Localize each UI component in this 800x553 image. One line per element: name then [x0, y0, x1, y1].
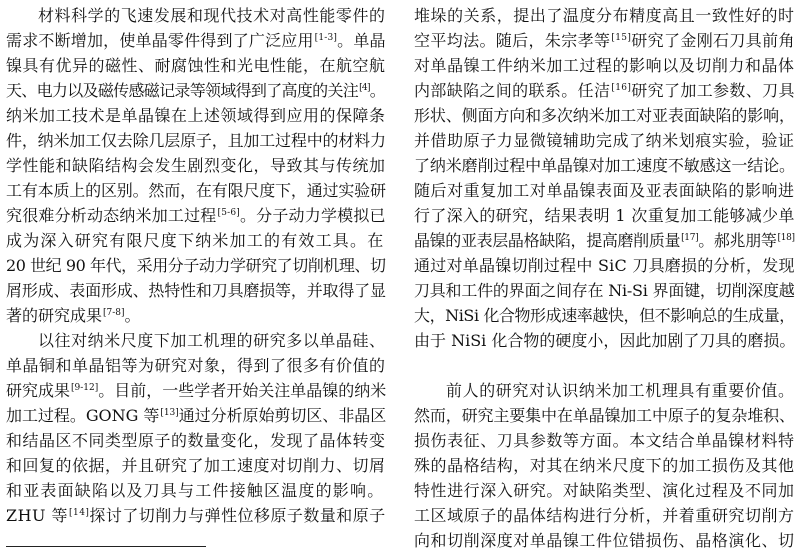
line-text: 学性能和缺陷结构会发生剧烈变化，导致其与传统加 — [6, 156, 386, 175]
line-text: ZHU 等 — [6, 506, 68, 525]
line-text: 需求不断增加，使单晶零件得到了广泛应用 — [6, 31, 314, 50]
text-line — [6, 128, 386, 153]
text-line — [414, 528, 795, 553]
line-text: 通过对单晶镍切削过程中 SiC 刀具磨损的分析，发现 — [414, 256, 795, 275]
line-text-tail: 。 — [124, 306, 141, 325]
line-text: 天、电力以及磁传感磁记录等领域得到了高度的关注 — [6, 81, 359, 100]
line-text: 成为深入研究有限尺度下纳米加工的有效工具。在 — [6, 231, 385, 250]
text-line — [38, 328, 386, 353]
text-line — [6, 28, 386, 53]
line-text: 和结晶区不同类型原子的数量变化，发现了晶体转变 — [6, 431, 386, 450]
line-text: 加工过程。GONG 等 — [6, 406, 160, 425]
line-text: 随后对重复加工对单晶镍表面及亚表面缺陷的影响进 — [414, 181, 795, 200]
line-text: 特性进行深入研究。对缺陷类型、演化过程及不同加 — [414, 481, 795, 500]
line-text: 屑形成、表面形成、热特性和刀具磨损等，并取得了显 — [6, 281, 386, 300]
line-text: 对单晶镍工件纳米加工过程的影响以及切削力和晶体 — [414, 56, 795, 75]
text-line — [414, 53, 795, 78]
text-line — [414, 328, 795, 353]
text-line — [414, 28, 795, 53]
text-line — [6, 53, 386, 78]
line-text: 行了深入的研究，结果表明 1 次重复加工能够减少单 — [414, 206, 795, 225]
text-line — [6, 253, 386, 278]
text-line — [414, 403, 795, 428]
text-line — [446, 378, 795, 403]
text-line — [6, 378, 386, 403]
text-line — [6, 353, 386, 378]
line-text: 由于 NiSi 化合物的硬度小，因此加剧了刀具的磨损。 — [414, 331, 796, 350]
text-line — [6, 228, 384, 253]
text-line — [414, 103, 795, 128]
line-text: 形状、侧面方向和多次纳米加工对亚表面缺陷的影响， — [414, 106, 795, 125]
text-line — [414, 178, 795, 203]
citation-ref: [9-12] — [71, 383, 99, 393]
line-text-tail: 通过分析原始剪切区、非晶区 — [178, 406, 387, 425]
text-line — [414, 253, 795, 278]
line-text: 和回复的依据，并且研究了加工速度对切削力、切屑 — [6, 456, 386, 475]
text-line — [414, 228, 795, 253]
text-line — [6, 103, 386, 128]
line-text: 向和切削深度对单晶镍工件位错损伤、晶格演化、切 — [414, 531, 795, 550]
text-line — [414, 303, 795, 328]
line-text: 镍具有优异的磁性、耐腐蚀性和光电性能，在航空航 — [6, 56, 386, 75]
text-line — [6, 203, 386, 228]
line-text: 殊的晶格结构，对其在纳米尺度下的加工损伤及其他 — [414, 456, 795, 475]
citation-ref: [5-6] — [217, 208, 240, 218]
text-line — [6, 153, 386, 178]
text-line — [6, 303, 141, 328]
text-line — [414, 3, 795, 28]
citation-ref: [13] — [160, 408, 179, 418]
line-text: 究很难分析动态纳米加工过程 — [6, 206, 217, 225]
line-text: 并借助原子力显微镜辅助完成了纳米划痕实验，验证 — [414, 131, 795, 150]
line-text: 材料科学的飞速发展和现代技术对高性能零件的 — [38, 6, 386, 25]
citation-ref: [14] — [68, 508, 90, 518]
line-text: 了纳米磨削过程中单晶镍对加工速度不敏感这一结论。 — [414, 156, 795, 175]
footnote-rule — [6, 546, 206, 547]
line-text-tail: 。目前，一些学者开始关注单晶镍的纳米 — [98, 381, 387, 400]
line-text-tail: 探讨了切削力与弹性位移原子数量和原子 — [89, 506, 386, 525]
line-text: 前人的研究对认识纳米加工机理具有重要价值。 — [446, 381, 795, 400]
text-line — [6, 453, 386, 478]
line-text: 和亚表面缺陷以及刀具与工件接触区温度的影响。 — [6, 481, 385, 500]
text-line — [414, 453, 795, 478]
text-line — [6, 503, 386, 528]
text-line — [6, 428, 386, 453]
line-text: 著的研究成果 — [6, 306, 103, 325]
line-text-tail: 。单晶 — [337, 31, 386, 50]
citation-ref: [4] — [359, 83, 370, 93]
text-line — [38, 3, 386, 28]
text-line — [414, 278, 795, 303]
line-text: 空平均法。随后，朱宗孝等 — [414, 31, 611, 50]
line-text: 刀具和工件的界面之间存在 Ni-Si 界面键，切削深度越 — [414, 281, 795, 300]
line-text: 大，NiSi 化合物形成速率越快，但不影响总的生成量， — [414, 306, 795, 325]
text-line — [414, 153, 795, 178]
citation-ref: [1-3] — [314, 33, 338, 43]
line-text: 20 世纪 90 年代，采用分子动力学研究了切削机理、切 — [6, 256, 386, 275]
text-line — [6, 478, 384, 503]
line-text: 研究成果 — [6, 381, 71, 400]
citation-ref: [18] — [777, 233, 795, 243]
line-text: 晶镍的亚表层晶格缺陷，提高磨削质量 — [414, 231, 681, 250]
line-text: 单晶铜和单晶铝等为研究对象，得到了很多有价值的 — [6, 356, 386, 375]
line-text: 内部缺陷之间的联系。任洁 — [414, 81, 611, 100]
line-text: 然而，研究主要集中在单晶镍加工中原子的复杂堆积、 — [414, 406, 795, 425]
line-text-tail: 研究了金刚石刀具前角 — [631, 31, 795, 50]
citation-ref: [17] — [681, 233, 699, 243]
text-line — [414, 478, 795, 503]
line-text: 损伤表征、刀具参数等方面。本文结合单晶镍材料特 — [414, 431, 795, 450]
line-text: 工区域原子的晶体结构进行分析，并着重研究切削方 — [414, 506, 795, 525]
text-line — [6, 278, 386, 303]
line-text: 件，纳米加工仅去除几层原子，且加工过程中的材料力 — [6, 131, 386, 150]
text-line — [414, 128, 795, 153]
citation-ref: [7-8] — [103, 308, 125, 318]
line-text: 以往对纳米尺度下加工机理的研究多以单晶硅、 — [38, 331, 386, 350]
text-line — [414, 503, 795, 528]
line-text: 工有本质上的区别。然而，在有限尺度下，通过实验研 — [6, 181, 386, 200]
text-line — [414, 428, 795, 453]
citation-ref: [15] — [611, 33, 632, 43]
line-text-tail: 。分子动力学模拟已 — [239, 206, 386, 225]
text-line — [6, 178, 386, 203]
text-line — [414, 203, 795, 228]
text-line — [6, 78, 385, 103]
line-text-tail: 。郝兆朋等 — [698, 231, 777, 250]
text-line — [6, 403, 386, 428]
line-text-tail: 研究了加工参数、刀具 — [631, 81, 795, 100]
line-text-tail: 。 — [369, 81, 386, 100]
line-text: 纳米加工技术是单晶镍在上述领域得到应用的保障条 — [6, 106, 386, 125]
citation-ref: [16] — [611, 83, 632, 93]
text-line — [414, 78, 795, 103]
line-text: 堆垛的关系，提出了温度分布精度高且一致性好的时 — [414, 6, 795, 25]
